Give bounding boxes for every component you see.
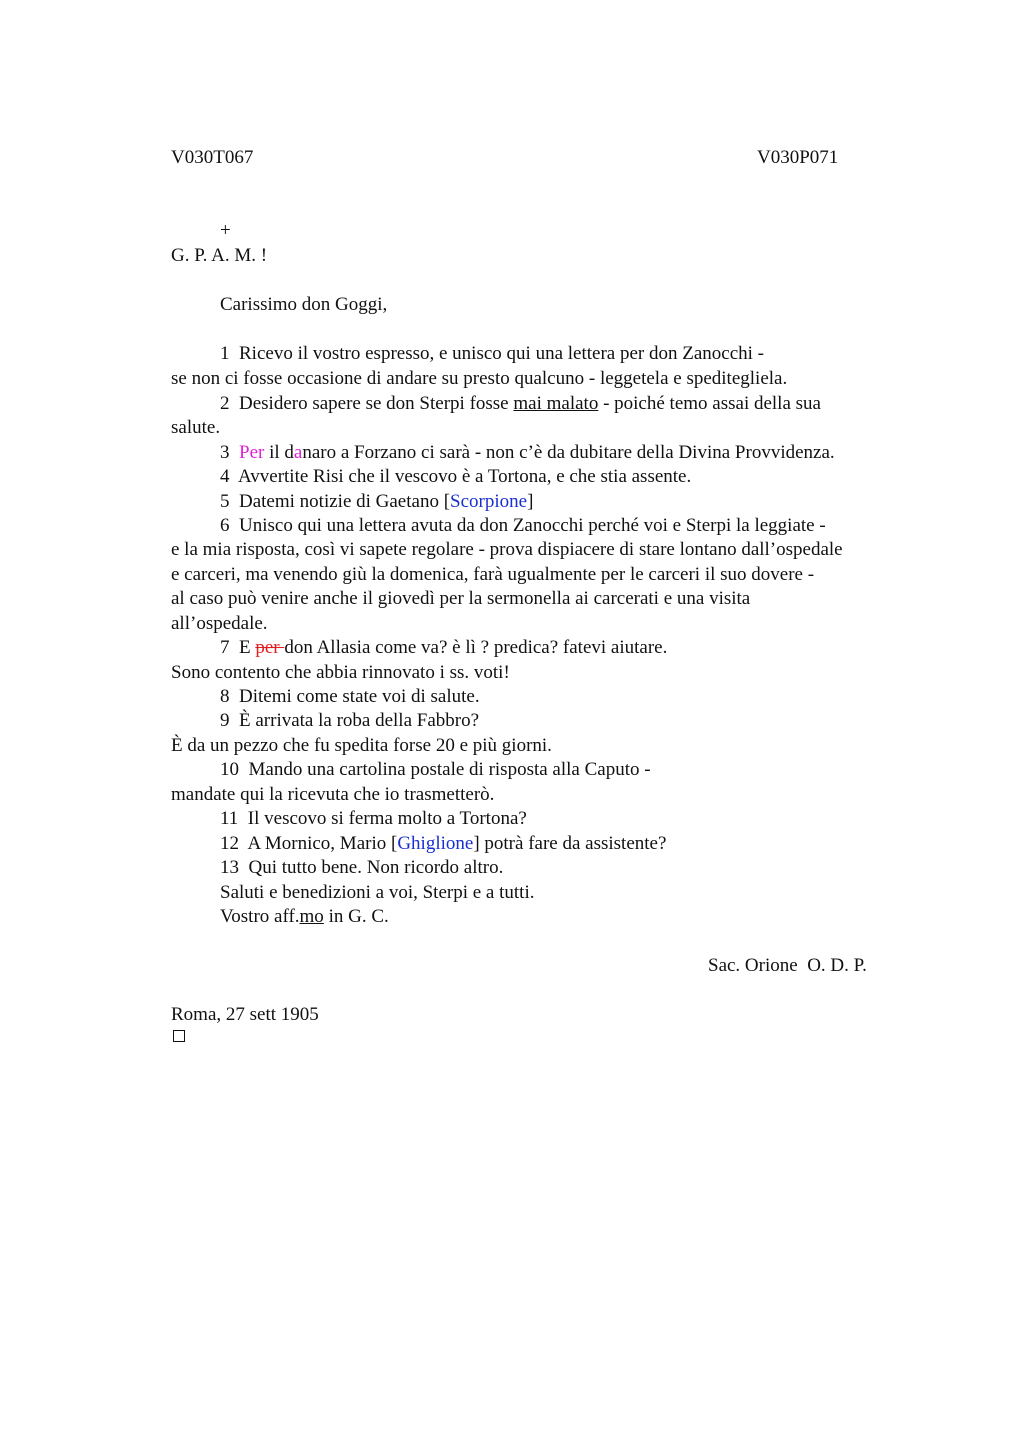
item-5 (220, 491, 533, 513)
valediction (220, 906, 389, 928)
item-10: 10 Mando una cartolina postale di risposta alla Caputo - (220, 759, 651, 780)
doc-code-left: V030T067 (171, 147, 254, 168)
item-5-text: 5 Datemi notizie di Gaetano [ (220, 491, 451, 512)
item-5-bracket: ] (527, 491, 534, 512)
item-9-cont: È da un pezzo che fu spedita forse 20 e più giorni. (171, 735, 552, 756)
item-7-cont: Sono contento che abbia rinnovato i ss. voti! (171, 662, 510, 683)
item-7-text: 7 E (220, 637, 256, 658)
item-13: 13 Qui tutto bene. Non ricordo altro. (220, 857, 504, 878)
motto: G. P. A. M. ! (171, 245, 268, 266)
item-12 (220, 833, 666, 855)
item-3-num: 3 (220, 442, 239, 463)
greetings: Saluti e benedizioni a voi, Sterpi e a tutti. (220, 882, 535, 903)
item-12-text: 12 A Mornico, Mario [ (220, 833, 398, 854)
item-2-text-end: - poiché temo assai della sua (598, 393, 821, 414)
item-3-highlight-per: Per (239, 442, 265, 463)
item-7-text-end: don Allasia come va? è lì ? predica? fatevi aiutare. (284, 637, 668, 658)
signature: Sac. Orione O. D. P. (708, 955, 867, 976)
item-6-cont-2: e carceri, ma venendo giù la domenica, farà ugualmente per le carceri il suo dovere - (171, 564, 815, 585)
item-3-text-end: naro a Forzano ci sarà - non c’è da dubitare della Divina Provvidenza. (302, 442, 835, 463)
item-2 (220, 393, 821, 415)
item-2-cont: salute. (171, 417, 221, 438)
item-12-text-end: ] potrà fare da assistente? (473, 833, 667, 854)
item-7 (220, 637, 667, 659)
valediction-text: Vostro aff. (220, 906, 300, 927)
item-3-highlight-a: a (293, 442, 303, 463)
item-3 (220, 442, 835, 464)
item-11: 11 Il vescovo si ferma molto a Tortona? (220, 808, 527, 829)
item-8: 8 Ditemi come state voi di salute. (220, 686, 480, 707)
item-6-cont-1: e la mia risposta, così vi sapete regolare - prova dispiacere di stare lontano dall’ospedale (171, 539, 843, 560)
valediction-text-end: in G. C. (323, 906, 389, 927)
item-2-underlined: mai malato (513, 393, 599, 414)
doc-code-right: V030P071 (757, 147, 839, 168)
item-10-cont: mandate qui la ricevuta che io trasmetterò. (171, 784, 495, 805)
item-5-name: Scorpione (450, 491, 528, 512)
item-1: 1 Ricevo il vostro espresso, e unisco qui una lettera per don Zanocchi - (220, 343, 764, 364)
item-4: 4 Avvertite Risi che il vescovo è a Tortona, e che stia assente. (220, 466, 692, 487)
item-2-text: 2 Desidero sapere se don Sterpi fosse (220, 393, 514, 414)
item-1-cont: se non ci fosse occasione di andare su presto qualcuno - leggetela e speditegliela. (171, 368, 788, 389)
cross-mark: + (220, 220, 231, 241)
item-7-struck: per (255, 637, 285, 658)
end-box-icon (173, 1030, 185, 1042)
item-6-cont-3: al caso può venire anche il giovedì per la sermonella ai carcerati e una visita (171, 588, 751, 609)
salutation: Carissimo don Goggi, (220, 294, 388, 315)
item-9: 9 È arrivata la roba della Fabbro? (220, 710, 480, 731)
item-12-name: Ghiglione (397, 833, 474, 854)
place-date: Roma, 27 sett 1905 (171, 1004, 319, 1025)
valediction-underlined: mo (299, 906, 324, 927)
item-6-cont-4: all’ospedale. (171, 613, 268, 634)
item-3-text: il d (264, 442, 294, 463)
item-6: 6 Unisco qui una lettera avuta da don Zanocchi perché voi e Sterpi la leggiate - (220, 515, 826, 536)
